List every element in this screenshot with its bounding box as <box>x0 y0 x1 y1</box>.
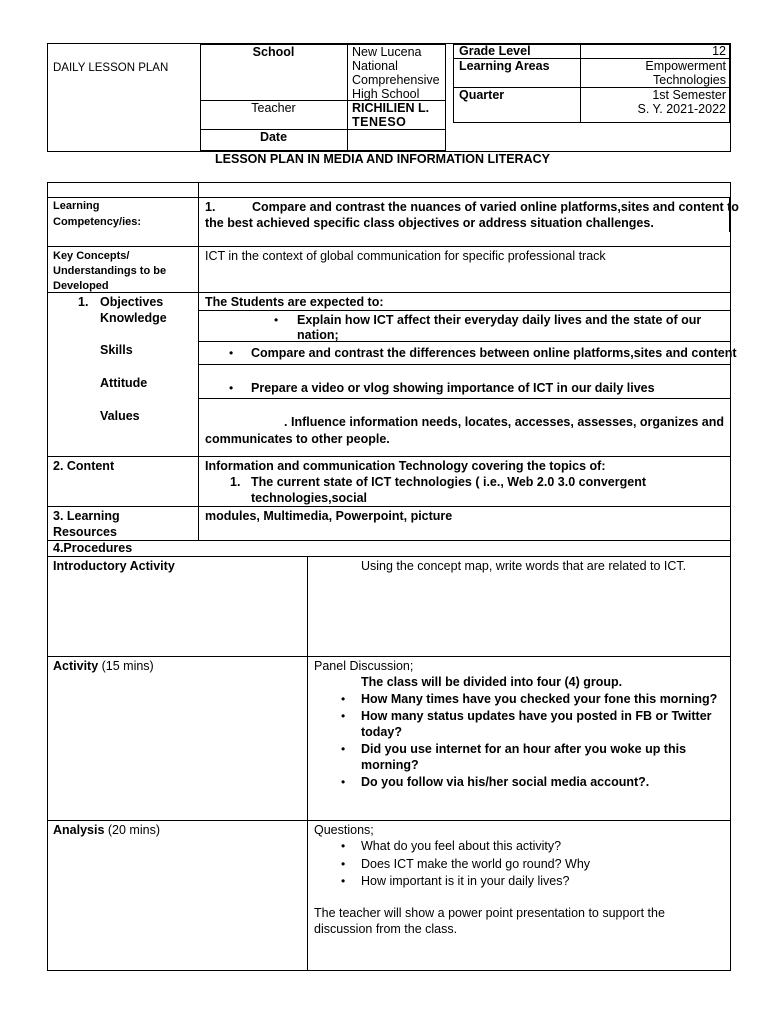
objectives-number: 1. <box>78 295 89 309</box>
quarter-value-2: S. Y. 2021-2022 <box>637 102 726 116</box>
grade-level-label: Grade Level <box>459 44 531 58</box>
row-line <box>47 456 731 457</box>
analysis-title: Questions; <box>314 823 374 837</box>
resources-label-1: 3. Learning <box>53 509 120 523</box>
activity-subtitle: The class will be divided into four (4) group. <box>361 675 623 689</box>
quarter-value-1: 1st Semester <box>652 88 726 102</box>
skills-text: Compare and contrast the differences between online platforms,sites and content <box>251 346 737 360</box>
bullet-icon: • <box>274 313 279 327</box>
activity-label-duration: (15 mins) <box>98 659 154 673</box>
teacher-label: Teacher <box>251 101 296 115</box>
objectives-sub-line <box>198 310 731 311</box>
competency-label-2: Competency/ies: <box>53 216 142 228</box>
row-line <box>47 506 731 507</box>
analysis-label-bold: Analysis <box>53 823 105 837</box>
bullet-icon: • <box>341 709 346 723</box>
school-label: School <box>252 45 295 59</box>
date-label: Date <box>259 130 288 144</box>
activity-item-2a: How many status updates have you posted in FB or Twitter <box>361 709 712 723</box>
competency-text-2: the best achieved specific class objectives or address situation challenges. <box>205 216 654 230</box>
activity-label-bold: Activity <box>53 659 99 673</box>
key-concepts-label-1: Key Concepts/ <box>53 250 130 262</box>
row-line <box>47 556 731 557</box>
knowledge-label: Knowledge <box>100 311 167 325</box>
analysis-label-duration: (20 mins) <box>104 823 160 837</box>
bullet-icon: • <box>229 381 234 395</box>
procedures-label: 4.Procedures <box>53 541 133 555</box>
introductory-activity-label: Introductory Activity <box>53 559 175 573</box>
school-value-3: Comprehensive <box>352 73 440 87</box>
row-line <box>47 656 731 657</box>
row-line <box>47 820 731 821</box>
learning-areas-value-2: Technologies <box>653 73 726 87</box>
content-label: 2. Content <box>53 459 115 473</box>
values-text-2: communicates to other people. <box>205 432 390 446</box>
grade-level-value: 12 <box>712 44 726 58</box>
introductory-activity-text: Using the concept map, write words that are related to ICT. <box>361 559 687 573</box>
bullet-icon: • <box>341 692 346 706</box>
key-concepts-label-3: Developed <box>53 280 109 292</box>
quarter-label: Quarter <box>459 88 505 102</box>
content-item-2: technologies,social <box>251 491 368 505</box>
analysis-note-1: The teacher will show a power point presentation to support the <box>314 906 665 920</box>
activity-title: Panel Discussion; <box>314 659 414 673</box>
analysis-label <box>53 823 160 838</box>
skills-label: Skills <box>100 343 133 357</box>
row-line <box>47 292 731 293</box>
school-value-4: High School <box>352 87 420 101</box>
teacher-value-1: RICHILIEN L. <box>352 101 430 115</box>
bullet-icon: • <box>341 874 346 888</box>
activity-item-4: Do you follow via his/her social media account?. <box>361 775 650 789</box>
bullet-icon: • <box>229 346 234 360</box>
students-expected-heading: The Students are expected to: <box>205 295 384 309</box>
objectives-sub-line <box>198 364 731 365</box>
school-table-divider <box>347 44 348 150</box>
competency-text-1: Compare and contrast the nuances of varied online platforms,sites and content to <box>252 200 739 214</box>
col-divider <box>307 556 308 971</box>
values-label: Values <box>100 409 140 423</box>
row-line <box>47 246 731 247</box>
objectives-label: Objectives <box>100 295 164 309</box>
competency-label-1: Learning <box>53 200 100 212</box>
grade-table-divider <box>580 44 581 122</box>
analysis-item-3: How important is it in your daily lives? <box>361 874 570 888</box>
bullet-icon: • <box>341 775 346 789</box>
objectives-sub-line <box>198 398 731 399</box>
teacher-value-2: TENESO <box>352 115 407 129</box>
bullet-icon: • <box>341 742 346 756</box>
learning-areas-value-1: Empowerment <box>645 59 726 73</box>
learning-areas-label: Learning Areas <box>459 59 550 73</box>
daily-lesson-plan-label: DAILY LESSON PLAN <box>53 62 169 74</box>
col-divider <box>198 182 199 540</box>
page-title: LESSON PLAN IN MEDIA AND INFORMATION LITERACY <box>215 152 550 166</box>
bullet-icon: • <box>341 839 346 853</box>
attitude-label: Attitude <box>100 376 148 390</box>
school-value-2: National <box>352 59 398 73</box>
key-concepts-text: ICT in the context of global communication for specific professional track <box>205 249 606 263</box>
values-text-1: . Influence information needs, locates, accesses, assesses, organizes and <box>284 415 724 429</box>
knowledge-text-1: Explain how ICT affect their everyday daily lives and the state of our <box>297 313 702 327</box>
content-item-1: The current state of ICT technologies ( i.e., Web 2.0 3.0 convergent <box>251 475 646 489</box>
row-line <box>47 540 731 541</box>
key-concepts-label-2: Understandings to be <box>53 265 167 277</box>
activity-label <box>53 659 154 674</box>
activity-item-3a: Did you use internet for an hour after you woke up this <box>361 742 687 756</box>
school-value-1: New Lucena <box>352 45 422 59</box>
resources-text: modules, Multimedia, Powerpoint, picture <box>205 509 453 523</box>
attitude-text: Prepare a video or vlog showing importance of ICT in our daily lives <box>251 381 655 395</box>
analysis-item-2: Does ICT make the world go round? Why <box>361 857 591 871</box>
content-intro: Information and communication Technology covering the topics of: <box>205 459 606 473</box>
activity-item-1: How Many times have you checked your fone this morning? <box>361 692 718 706</box>
knowledge-text-2: nation; <box>297 328 339 342</box>
objectives-sub-line <box>198 341 731 342</box>
row-line <box>47 197 731 198</box>
competency-number: 1. <box>205 200 216 214</box>
resources-label-2: Resources <box>53 525 117 539</box>
analysis-item-1: What do you feel about this activity? <box>361 839 562 853</box>
activity-item-2b: today? <box>361 725 402 739</box>
content-item-number: 1. <box>230 475 241 489</box>
analysis-note-2: discussion from the class. <box>314 922 458 936</box>
bullet-icon: • <box>341 857 346 871</box>
activity-item-3b: morning? <box>361 758 419 772</box>
